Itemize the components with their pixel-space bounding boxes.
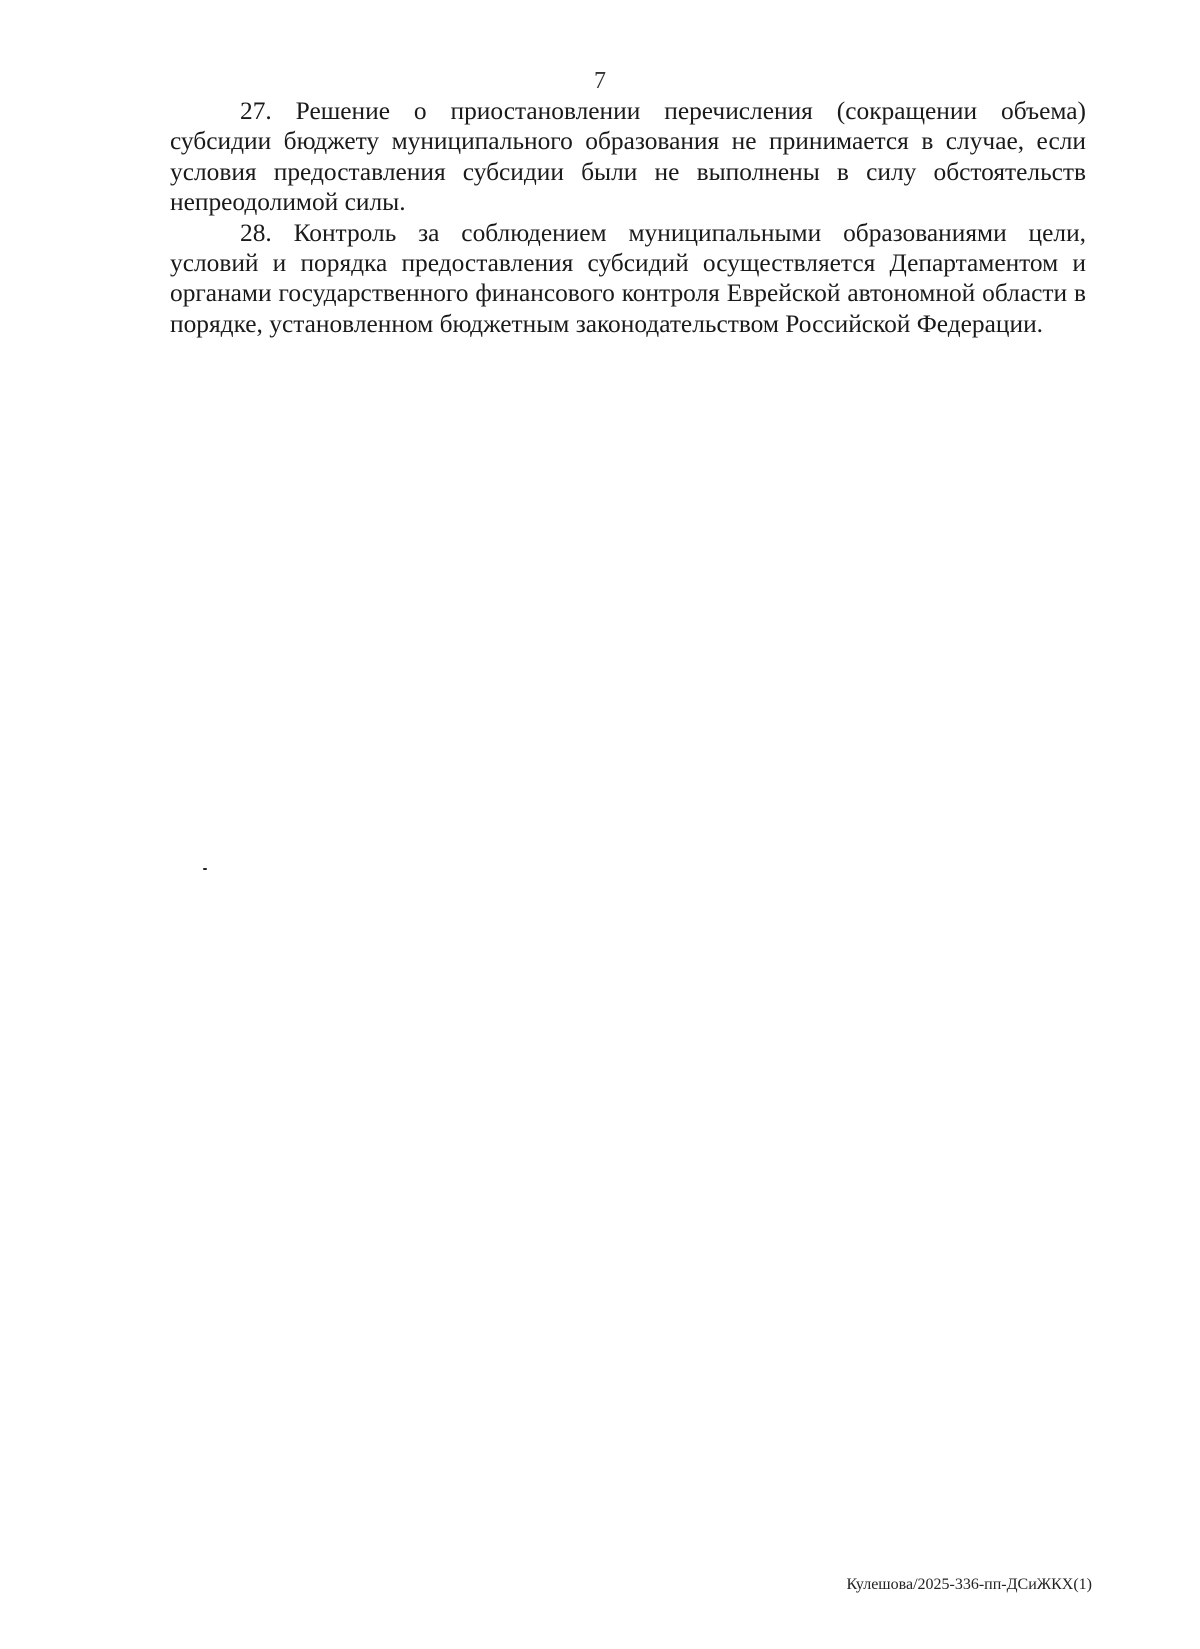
document-body [170,96,1086,339]
scan-speck [203,868,207,870]
page-number: 7 [594,68,606,94]
paragraph-27: 27. Решение о приостановлении перечисления (сокращении объема) субсидии бюджету муниципального образования не принимается в случае, если условия предоставления субсидии были не выполнены в силу обстоятельств непреодолимой силы. [170,97,1086,217]
document-footer-code: Кулешова/2025-336-пп-ДСиЖКХ(1) [846,1576,1092,1593]
paragraph-28: 28. Контроль за соблюдением муниципальными образованиями цели, условий и порядка предоставления субсидий осуществляется Департаментом и органами государственного финансового контроля Еврейской автономной области в порядке, установленном бюджетным законодательством Российской Федерации. [170,218,1086,338]
